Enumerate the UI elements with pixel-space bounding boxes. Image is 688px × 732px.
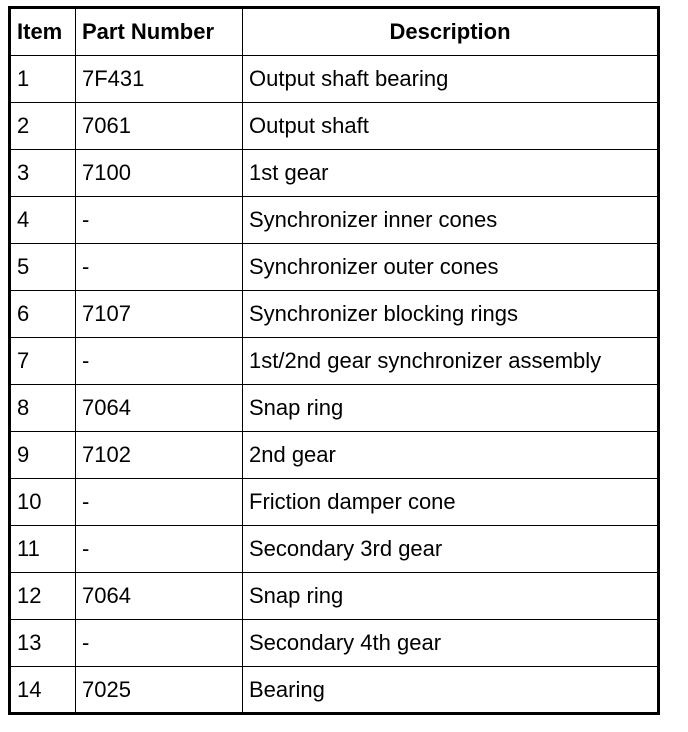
item-cell: 13 — [10, 620, 76, 667]
table-row — [10, 479, 659, 526]
part-number-cell: 7064 — [76, 573, 243, 620]
part-number-cell: - — [76, 526, 243, 573]
table-header — [10, 8, 659, 56]
header-item: Item — [10, 8, 76, 56]
description-cell: Secondary 4th gear — [243, 620, 659, 667]
item-cell: 4 — [10, 197, 76, 244]
item-cell: 3 — [10, 150, 76, 197]
part-number-cell: 7025 — [76, 667, 243, 714]
item-cell: 14 — [10, 667, 76, 714]
item-cell: 2 — [10, 103, 76, 150]
table-row — [10, 244, 659, 291]
part-number-cell: - — [76, 197, 243, 244]
item-cell: 9 — [10, 432, 76, 479]
table-row — [10, 197, 659, 244]
item-cell: 10 — [10, 479, 76, 526]
item-cell: 6 — [10, 291, 76, 338]
description-cell: Synchronizer outer cones — [243, 244, 659, 291]
description-cell: Secondary 3rd gear — [243, 526, 659, 573]
part-number-cell: 7102 — [76, 432, 243, 479]
part-number-cell: - — [76, 479, 243, 526]
table-row — [10, 385, 659, 432]
part-number-cell: - — [76, 338, 243, 385]
item-cell: 7 — [10, 338, 76, 385]
item-cell: 12 — [10, 573, 76, 620]
table-row — [10, 526, 659, 573]
part-number-cell: 7107 — [76, 291, 243, 338]
parts-table — [8, 6, 660, 715]
part-number-cell: 7100 — [76, 150, 243, 197]
table-row — [10, 432, 659, 479]
table-row — [10, 103, 659, 150]
header-description: Description — [243, 8, 659, 56]
description-cell: Snap ring — [243, 573, 659, 620]
table-row — [10, 150, 659, 197]
description-cell: Bearing — [243, 667, 659, 714]
description-cell: Output shaft bearing — [243, 56, 659, 103]
table-row — [10, 620, 659, 667]
part-number-cell: 7061 — [76, 103, 243, 150]
part-number-cell: - — [76, 244, 243, 291]
header-part-number: Part Number — [76, 8, 243, 56]
description-cell: 1st gear — [243, 150, 659, 197]
item-cell: 11 — [10, 526, 76, 573]
description-cell: 1st/2nd gear synchronizer assembly — [243, 338, 659, 385]
description-cell: 2nd gear — [243, 432, 659, 479]
description-cell: Friction damper cone — [243, 479, 659, 526]
description-cell: Snap ring — [243, 385, 659, 432]
header-row — [10, 8, 659, 56]
part-number-cell: - — [76, 620, 243, 667]
item-cell: 1 — [10, 56, 76, 103]
part-number-cell: 7064 — [76, 385, 243, 432]
table-row — [10, 338, 659, 385]
table-row — [10, 667, 659, 714]
description-cell: Synchronizer blocking rings — [243, 291, 659, 338]
table-row — [10, 573, 659, 620]
table-body — [10, 56, 659, 714]
description-cell: Synchronizer inner cones — [243, 197, 659, 244]
part-number-cell: 7F431 — [76, 56, 243, 103]
table-row — [10, 56, 659, 103]
item-cell: 5 — [10, 244, 76, 291]
table-row — [10, 291, 659, 338]
description-cell: Output shaft — [243, 103, 659, 150]
item-cell: 8 — [10, 385, 76, 432]
